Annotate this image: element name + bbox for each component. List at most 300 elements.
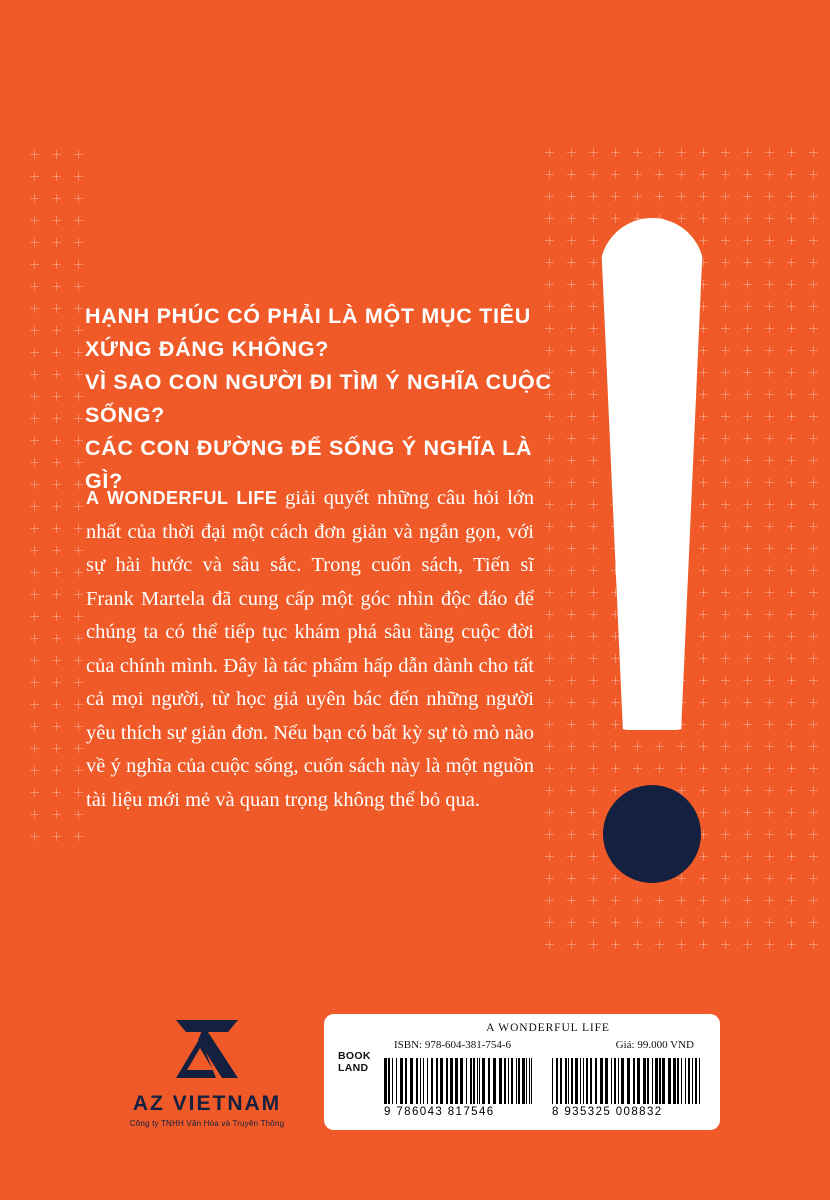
plus-mark-icon [677,764,686,773]
plus-mark-icon [809,786,818,795]
plus-mark-icon [545,214,554,223]
plus-mark-icon [699,808,708,817]
plus-mark-icon [787,192,796,201]
plus-mark-icon [721,566,730,575]
plus-mark-icon [74,810,83,819]
plus-mark-icon [721,830,730,839]
plus-mark-icon [52,282,61,291]
plus-mark-icon [743,742,752,751]
plus-mark-icon [655,742,664,751]
plus-mark-icon [787,500,796,509]
plus-mark-icon [721,500,730,509]
plus-mark-icon [787,170,796,179]
plus-mark-icon [699,236,708,245]
blurb-body: giải quyết những câu hỏi lớn nhất của thời đại một cách đơn giản và ngắn gọn, với sự hài hước và sâu sắc. Trong cuốn sách, Tiến sĩ Frank Martela đã cung cấp một góc nhìn độc đáo để chúng ta có thể tiếp tục khám phá sâu tầng cuộc đời của chính mình. Đây là tác phẩm hấp dẫn dành cho tất cả mọi người, từ học giả uyên bác đến những người yêu thích sự giản đơn. Nếu bạn có bất kỳ sự tò mò nào về ý nghĩa của cuộc sống, cuốn sách này là một nguồn tài liệu mới mẻ và quan trọng không thể bỏ qua. [86,487,534,811]
plus-mark-icon [30,744,39,753]
plus-mark-icon [809,236,818,245]
plus-mark-icon [30,700,39,709]
plus-mark-icon [589,698,598,707]
plus-mark-icon [765,214,774,223]
plus-mark-icon [809,302,818,311]
plus-mark-icon [787,390,796,399]
plus-mark-icon [699,434,708,443]
plus-mark-icon [567,324,576,333]
plus-mark-icon [765,786,774,795]
plus-mark-icon [589,302,598,311]
plus-mark-icon [633,896,642,905]
plus-mark-icon [52,150,61,159]
plus-mark-icon [74,634,83,643]
plus-mark-icon [589,654,598,663]
plus-mark-icon [721,874,730,883]
plus-mark-icon [743,236,752,245]
plus-mark-icon [721,412,730,421]
plus-mark-icon [633,940,642,949]
plus-mark-icon [721,258,730,267]
plus-mark-icon [567,940,576,949]
plus-mark-icon [74,722,83,731]
plus-mark-icon [545,566,554,575]
plus-mark-icon [743,918,752,927]
plus-mark-icon [567,346,576,355]
barcode-left [384,1058,534,1118]
plus-mark-icon [699,302,708,311]
plus-mark-icon [721,940,730,949]
plus-mark-icon [765,170,774,179]
plus-mark-icon [589,148,598,157]
plus-mark-icon [633,742,642,751]
plus-mark-icon [787,720,796,729]
plus-mark-icon [30,414,39,423]
plus-mark-icon [567,632,576,641]
plus-mark-icon [699,698,708,707]
plus-mark-icon [589,214,598,223]
plus-mark-icon [743,610,752,619]
plus-mark-icon [52,326,61,335]
exclamation-dot-icon [603,785,701,883]
plus-mark-icon [765,368,774,377]
plus-mark-icon [589,390,598,399]
plus-mark-icon [611,676,620,685]
plus-mark-icon [74,788,83,797]
plus-mark-icon [567,698,576,707]
plus-mark-icon [765,940,774,949]
plus-mark-icon [74,700,83,709]
plus-mark-icon [721,632,730,641]
barcode-right [552,1058,702,1118]
plus-mark-icon [699,192,708,201]
plus-mark-icon [589,258,598,267]
plus-mark-icon [765,478,774,487]
plus-mark-icon [30,590,39,599]
plus-mark-icon [721,742,730,751]
plus-mark-icon [545,500,554,509]
plus-mark-icon [567,192,576,201]
plus-mark-icon [52,392,61,401]
plus-mark-icon [74,326,83,335]
bookland-logo [338,1050,388,1074]
plus-mark-icon [567,874,576,883]
plus-mark-icon [30,172,39,181]
plus-mark-icon [809,214,818,223]
plus-mark-icon [545,676,554,685]
plus-mark-icon [589,676,598,685]
plus-mark-icon [721,720,730,729]
plus-mark-icon [721,170,730,179]
plus-mark-icon [743,192,752,201]
plus-mark-icon [611,742,620,751]
plus-mark-icon [721,698,730,707]
plus-mark-icon [787,456,796,465]
plus-mark-icon [74,744,83,753]
plus-mark-icon [545,940,554,949]
plus-mark-icon [809,566,818,575]
plus-mark-icon [787,324,796,333]
plus-mark-icon [809,434,818,443]
plus-mark-icon [567,434,576,443]
plus-mark-icon [721,544,730,553]
plus-mark-icon [30,788,39,797]
plus-mark-icon [611,786,620,795]
plus-mark-icon [589,192,598,201]
plus-mark-icon [721,676,730,685]
plus-mark-icon [545,918,554,927]
plus-mark-icon [589,478,598,487]
plus-mark-icon [677,192,686,201]
plus-mark-icon [677,918,686,927]
plus-mark-icon [545,192,554,201]
plus-mark-icon [567,500,576,509]
plus-mark-icon [74,458,83,467]
plus-mark-icon [30,524,39,533]
plus-mark-icon [743,764,752,773]
plus-mark-icon [787,258,796,267]
plus-mark-icon [30,766,39,775]
plus-mark-icon [765,698,774,707]
plus-mark-icon [809,742,818,751]
plus-mark-icon [52,524,61,533]
plus-mark-icon [743,566,752,575]
plus-mark-icon [52,502,61,511]
plus-mark-icon [30,370,39,379]
plus-mark-icon [787,566,796,575]
plus-mark-icon [589,346,598,355]
plus-mark-icon [567,742,576,751]
plus-mark-icon [611,720,620,729]
plus-mark-icon [633,170,642,179]
plus-mark-icon [809,808,818,817]
plus-mark-icon [52,722,61,731]
plus-mark-icon [787,434,796,443]
plus-mark-icon [567,368,576,377]
plus-mark-icon [743,148,752,157]
headline-line-3: VÌ SAO CON NGƯỜI ĐI TÌM Ý NGHĨA CUỘC [85,370,552,394]
plus-mark-icon [787,522,796,531]
plus-mark-icon [721,588,730,597]
plus-mark-icon [30,150,39,159]
plus-mark-icon [74,546,83,555]
plus-mark-icon [809,170,818,179]
plus-mark-icon [787,544,796,553]
plus-mark-icon [611,918,620,927]
plus-mark-icon [809,632,818,641]
plus-mark-icon [787,786,796,795]
plus-mark-icon [611,764,620,773]
plus-mark-icon [567,544,576,553]
plus-mark-icon [52,172,61,181]
plus-mark-icon [589,522,598,531]
plus-mark-icon [611,698,620,707]
plus-mark-icon [545,280,554,289]
plus-mark-icon [30,436,39,445]
plus-mark-icon [30,348,39,357]
isbn-label: ISBN: 978-604-381-754-6 [394,1039,512,1051]
plus-mark-icon [74,282,83,291]
plus-mark-icon [545,258,554,267]
plus-mark-icon [567,588,576,597]
plus-mark-icon [52,744,61,753]
plus-mark-icon [743,280,752,289]
plus-mark-icon [765,500,774,509]
plus-mark-icon [52,700,61,709]
plus-mark-icon [743,940,752,949]
plus-mark-icon [721,236,730,245]
plus-mark-icon [721,192,730,201]
plus-mark-icon [567,676,576,685]
plus-mark-icon [787,698,796,707]
plus-mark-icon [721,280,730,289]
plus-mark-icon [743,456,752,465]
plus-mark-icon [545,874,554,883]
blurb-paragraph [86,482,534,817]
plus-mark-icon [699,940,708,949]
plus-mark-icon [567,390,576,399]
plus-mark-icon [699,566,708,575]
publisher-name: AZ VIETNAM [132,1092,282,1115]
barcode-meta-row [394,1039,694,1051]
plus-mark-icon [721,918,730,927]
plus-mark-icon [567,566,576,575]
plus-mark-icon [52,568,61,577]
barcode-group [384,1058,702,1118]
plus-mark-icon [765,610,774,619]
plus-mark-icon [655,918,664,927]
plus-mark-icon [809,368,818,377]
plus-mark-icon [743,302,752,311]
plus-mark-icon [743,170,752,179]
plus-mark-icon [589,896,598,905]
plus-mark-icon [567,610,576,619]
barcode-space [532,1058,534,1104]
plus-mark-icon [809,324,818,333]
plus-mark-icon [567,764,576,773]
plus-mark-icon [567,148,576,157]
plus-mark-icon [655,896,664,905]
plus-mark-icon [30,810,39,819]
plus-mark-icon [589,940,598,949]
plus-mark-icon [567,808,576,817]
plus-mark-icon [787,346,796,355]
plus-mark-icon [30,480,39,489]
plus-mark-icon [567,258,576,267]
plus-mark-icon [809,500,818,509]
plus-mark-icon [721,610,730,619]
headline-line-5: CÁC CON ĐƯỜNG ĐỂ SỐNG Ý NGHĨA LÀ GÌ? [85,436,539,493]
bookland-line-2: LAND [338,1062,369,1074]
plus-mark-icon [765,566,774,575]
plus-mark-icon [809,390,818,399]
plus-mark-icon [633,148,642,157]
plus-mark-icon [589,720,598,729]
plus-mark-icon [52,546,61,555]
plus-mark-icon [765,918,774,927]
plus-mark-icon [787,676,796,685]
plus-mark-icon [743,896,752,905]
plus-mark-icon [721,522,730,531]
plus-mark-icon [699,324,708,333]
plus-mark-icon [809,720,818,729]
plus-mark-icon [787,940,796,949]
plus-mark-icon [52,194,61,203]
plus-mark-icon [30,392,39,401]
plus-mark-icon [765,148,774,157]
plus-mark-icon [765,456,774,465]
plus-mark-icon [787,852,796,861]
plus-mark-icon [74,832,83,841]
plus-mark-icon [787,830,796,839]
plus-mark-icon [809,830,818,839]
plus-mark-icon [765,896,774,905]
plus-mark-icon [589,830,598,839]
plus-mark-icon [567,170,576,179]
plus-mark-icon [765,192,774,201]
plus-mark-icon [30,568,39,577]
plus-mark-icon [743,214,752,223]
plus-mark-icon [74,414,83,423]
plus-mark-icon [721,654,730,663]
plus-mark-icon [74,370,83,379]
plus-mark-icon [545,698,554,707]
plus-mark-icon [699,654,708,663]
plus-mark-icon [567,786,576,795]
exclamation-stroke-icon [600,218,704,730]
plus-mark-icon [809,346,818,355]
plus-mark-icon [765,346,774,355]
plus-mark-icon [809,940,818,949]
plus-mark-icon [699,720,708,729]
plus-mark-icon [74,436,83,445]
plus-mark-icon [589,874,598,883]
plus-mark-icon [52,810,61,819]
plus-mark-icon [721,434,730,443]
headline-line-1: HẠNH PHÚC CÓ PHẢI LÀ MỘT MỤC TIÊU [85,304,531,328]
plus-mark-icon [611,874,620,883]
plus-mark-icon [74,238,83,247]
plus-mark-icon [765,280,774,289]
plus-mark-icon [721,786,730,795]
plus-mark-icon [743,676,752,685]
plus-mark-icon [809,544,818,553]
plus-mark-icon [721,456,730,465]
plus-mark-icon [787,654,796,663]
plus-mark-icon [52,832,61,841]
plus-mark-icon [699,764,708,773]
plus-mark-icon [743,258,752,267]
plus-mark-icon [809,918,818,927]
plus-mark-icon [765,720,774,729]
plus-mark-icon [787,764,796,773]
plus-mark-icon [765,236,774,245]
plus-mark-icon [545,148,554,157]
barcode-space [700,1058,702,1104]
plus-mark-icon [30,612,39,621]
plus-mark-icon [589,632,598,641]
plus-mark-icon [699,676,708,685]
plus-mark-icon [611,896,620,905]
plus-mark-icon [699,412,708,421]
plus-mark-icon [545,610,554,619]
plus-mark-icon [721,346,730,355]
plus-mark-icon [74,194,83,203]
plus-mark-icon [589,170,598,179]
plus-mark-icon [677,214,686,223]
plus-mark-icon [721,214,730,223]
plus-mark-icon [809,896,818,905]
plus-mark-icon [743,390,752,399]
plus-mark-icon [567,412,576,421]
plus-mark-icon [52,348,61,357]
plus-mark-icon [567,478,576,487]
plus-mark-icon [589,280,598,289]
plus-mark-icon [74,678,83,687]
plus-mark-icon [30,304,39,313]
plus-mark-icon [589,236,598,245]
plus-mark-icon [52,656,61,665]
plus-mark-icon [677,148,686,157]
plus-mark-icon [655,170,664,179]
price-label: Giá: 99.000 VND [615,1039,694,1051]
plus-mark-icon [74,480,83,489]
plus-mark-icon [74,612,83,621]
plus-mark-icon [74,304,83,313]
barcode-panel [324,1014,720,1130]
plus-mark-icon [699,368,708,377]
plus-mark-icon [787,918,796,927]
plus-mark-icon [743,346,752,355]
plus-mark-icon [721,764,730,773]
plus-mark-icon [787,808,796,817]
plus-mark-icon [545,632,554,641]
plus-mark-icon [30,502,39,511]
plus-mark-icon [743,632,752,641]
plus-mark-icon [545,852,554,861]
plus-mark-icon [787,214,796,223]
plus-mark-icon [74,392,83,401]
plus-mark-icon [743,874,752,883]
plus-mark-icon [545,742,554,751]
plus-mark-icon [809,698,818,707]
plus-mark-icon [787,302,796,311]
headline-line-4: SỐNG? [85,403,165,427]
plus-mark-icon [567,830,576,839]
plus-mark-icon [787,280,796,289]
plus-mark-icon [30,546,39,555]
plus-mark-icon [699,610,708,619]
plus-mark-icon [743,324,752,333]
plus-mark-icon [545,170,554,179]
plus-mark-icon [743,412,752,421]
plus-mark-icon [655,148,664,157]
